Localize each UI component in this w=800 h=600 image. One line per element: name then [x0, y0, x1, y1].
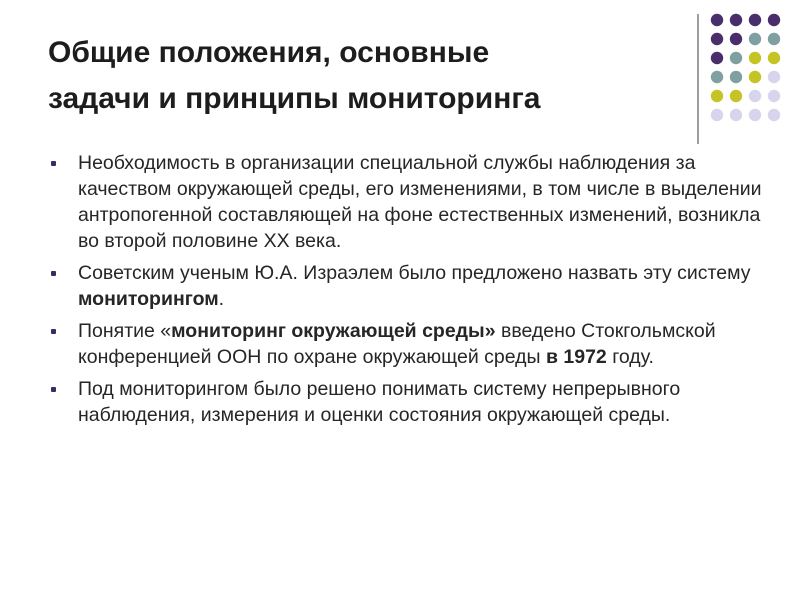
decorative-dot	[711, 33, 723, 45]
decorative-dot	[749, 109, 761, 121]
decorative-dot	[730, 33, 742, 45]
decorative-dot	[749, 71, 761, 83]
decorative-dot	[749, 90, 761, 102]
title-divider	[697, 14, 699, 144]
bullet-text-bold: мониторинг окружающей среды»	[171, 320, 496, 342]
decorative-dot	[749, 52, 761, 64]
decorative-dot	[730, 71, 742, 83]
bullet-item	[48, 150, 768, 254]
slide-title	[48, 30, 698, 122]
decorative-dot	[749, 33, 761, 45]
bullet-item	[48, 376, 768, 428]
decorative-dot	[711, 52, 723, 64]
decorative-dot	[768, 71, 780, 83]
decorative-dot	[768, 90, 780, 102]
decorative-dot	[749, 14, 761, 26]
bullet-list	[48, 150, 768, 434]
bullet-item	[48, 318, 768, 370]
decorative-dot	[768, 14, 780, 26]
decorative-dot	[730, 14, 742, 26]
bullet-text: введено Стокгольмской конференцией ООН по охране окружающей среды	[78, 320, 716, 368]
bullet-marker-icon	[51, 161, 56, 166]
decorative-dot	[711, 14, 723, 26]
bullet-marker-icon	[51, 271, 56, 276]
bullet-text: Необходимость в организации специальной службы наблюдения за качеством окружающей среды, его изменениями, в том числе в выделении антропогенной составляющей на фоне естественных изменений, возникла во второй половине XX века.	[78, 152, 762, 252]
decorative-dot	[730, 109, 742, 121]
bullet-text: году.	[606, 346, 654, 368]
decorative-dot	[768, 52, 780, 64]
decorative-dot	[711, 90, 723, 102]
bullet-marker-icon	[51, 329, 56, 334]
bullet-item	[48, 260, 768, 312]
bullet-text-bold: в 1972	[545, 346, 607, 368]
bullet-text: Понятие «	[78, 320, 172, 342]
decorative-dot	[730, 52, 742, 64]
bullet-text: Под мониторингом было решено понимать систему непрерывного наблюдения, измерения и оценки состояния окружающей среды.	[78, 378, 681, 426]
bullet-text-bold: мониторингом	[78, 288, 219, 310]
slide-title-line-2: задачи и принципы мониторинга	[48, 82, 541, 115]
decorative-dot	[768, 33, 780, 45]
bullet-text: .	[218, 288, 225, 310]
decorative-dot	[730, 90, 742, 102]
bullet-text: Советским ученым Ю.А. Израэлем было предложено назвать эту систему	[78, 262, 751, 284]
decorative-dot	[768, 109, 780, 121]
bullet-marker-icon	[51, 387, 56, 392]
decorative-dot	[711, 109, 723, 121]
decorative-dot	[711, 71, 723, 83]
slide-title-line-1: Общие положения, основные	[48, 36, 490, 69]
